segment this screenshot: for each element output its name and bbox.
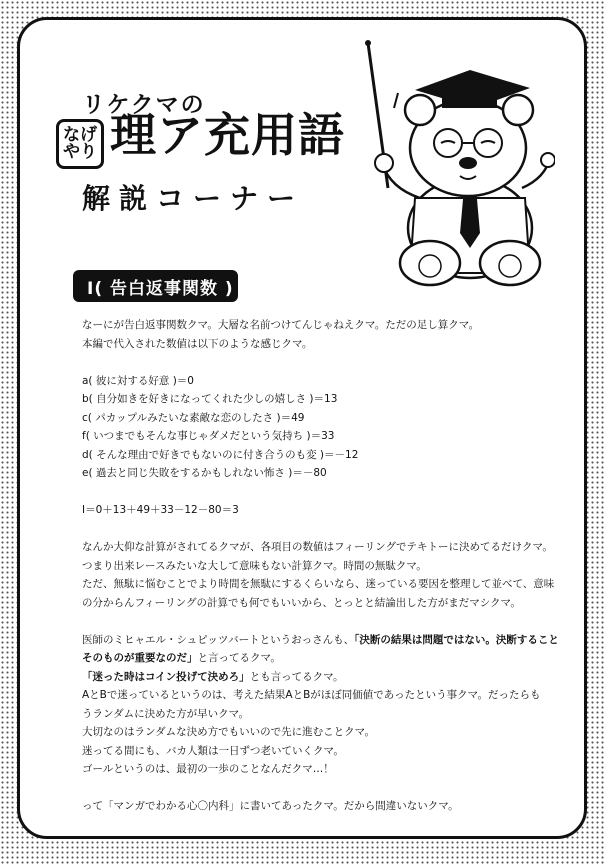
para1-line: つまり出来レースみたいな大して意味もない計算クマ。時間の無駄クマ。 (82, 559, 427, 572)
para2-line (82, 668, 552, 687)
para2-line (82, 649, 552, 668)
value-line: c( パカップルみたいな素敵な恋のしたさ )＝49 (82, 411, 305, 424)
closing-line: って「マンガでわかる心〇内科」に書いてあったクマ。だから間違いないクマ。 (82, 800, 459, 812)
para2-line: ゴールというのは、最初の一歩のことなんだクマ…！ (82, 763, 334, 775)
quote-run: そのものが重要なのだ」 (82, 652, 198, 664)
para2-line: うランダムに決めた方が早いクマ。 (82, 707, 249, 720)
para2-line: 大切なのはランダムな決め方でもいいので先に進むことクマ。 (82, 726, 375, 738)
text-run: と言ってるクマ。 (197, 652, 281, 664)
para2-line (82, 631, 559, 650)
section-heading: I( 告白返事関数 ) (73, 270, 238, 302)
para1-line: ただ、無駄に悩むことでより時間を無駄にするくらいなら、迷っている要因を整理して並べて、意味 (82, 578, 555, 590)
value-line: b( 自分如きを好きになってくれた少しの嬉しさ )＝13 (82, 393, 338, 405)
article-body (82, 316, 559, 816)
bear-professor-illustration (360, 38, 555, 288)
intro-line: なーにが告白返事関数クマ。大層な名前つけてんじゃねえクマ。ただの足し算クマ。 (82, 319, 480, 331)
intro-line: 本編で代入された数値は以下のような感じクマ。 (82, 337, 313, 350)
value-line: f( いつまでもそんな事じゃダメだという気持ち )＝33 (82, 430, 335, 442)
para2-line: AとBで迷っているというのは、考えた結果AとBがほぼ同価値であったという事クマ。だったらも (82, 689, 541, 701)
header-corner: 解説コーナー (82, 182, 305, 215)
para1-line: の分からんフィーリングの計算でも何でもいいから、とっとと結論出した方がまだマシクマ。 (82, 596, 521, 609)
header-title: 理ア充用語 (110, 108, 345, 162)
text-run: 医師のミヒャエル・シュピッツバートというおっさんも、 (82, 633, 355, 646)
quote-run: 「迷った時はコイン投げて決めろ」 (82, 670, 250, 683)
quote-run: 「決断の結果は問題ではない。決断すること (354, 633, 559, 646)
para2-line: 迷ってる間にも、バカ人類は一日ずつ老いていくクマ。 (82, 744, 344, 757)
value-line: a( 彼に対する好意 )＝0 (82, 374, 194, 387)
header-subtitle: リケクマの (82, 92, 206, 118)
text-run: とも言ってるクマ。 (249, 670, 344, 683)
para1-line: なんか大仰な計算がされてるクマが、各項目の数値はフィーリングでテキトーに決めてるだけクマ。 (82, 541, 553, 553)
formula-line: I＝0＋13＋49＋33－12－80＝3 (82, 504, 239, 516)
value-line: d( そんな理由で好きでもないのに付き合うのも変 )＝－12 (82, 448, 359, 461)
value-line: e( 過去と同じ失敗をするかもしれない怖さ )＝－80 (82, 467, 327, 479)
header-tag: なげやり (56, 119, 104, 169)
